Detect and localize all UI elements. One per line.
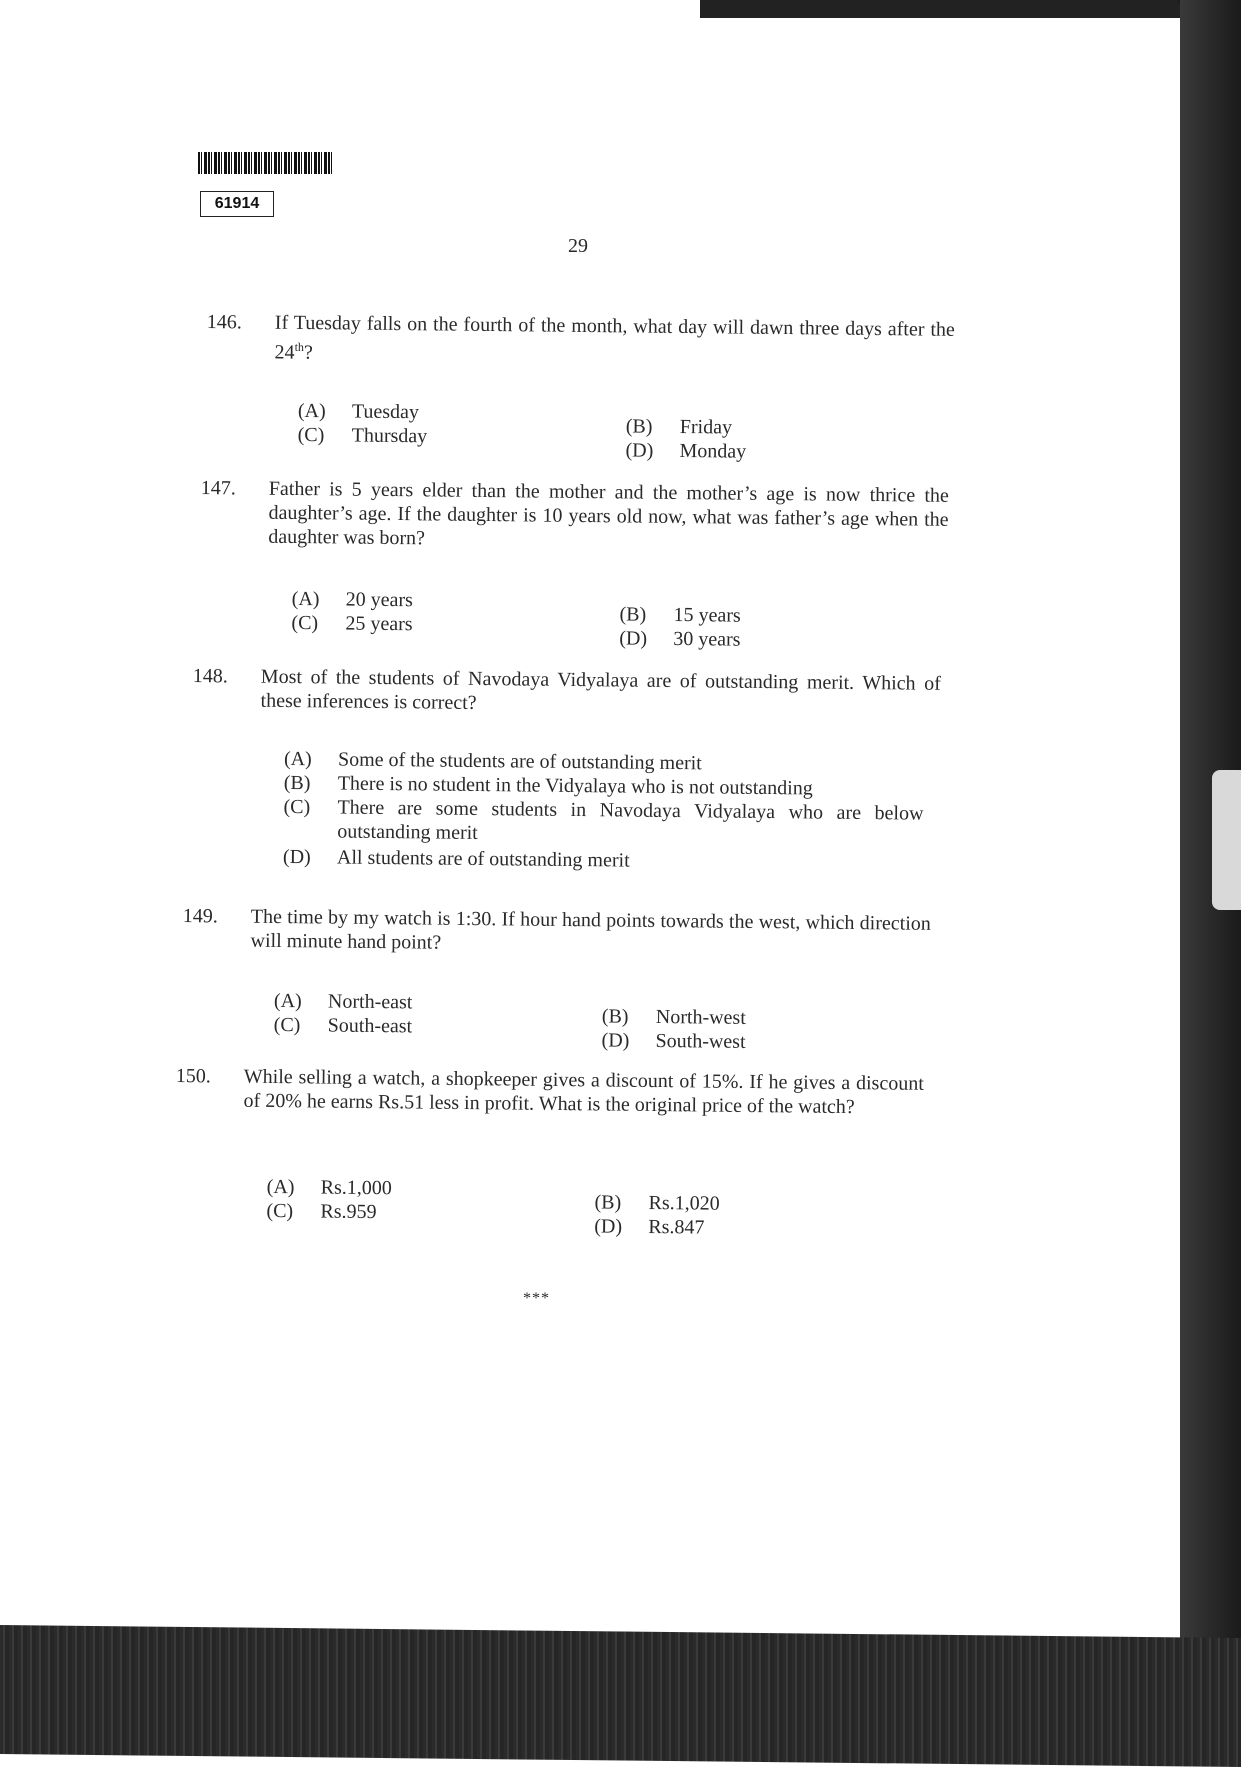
question-number: 148. xyxy=(192,664,228,688)
option-d[interactable]: (D) All students are of outstanding merit xyxy=(282,845,630,872)
question-number: 146. xyxy=(206,310,242,334)
option-d[interactable]: (D) Rs.847 xyxy=(594,1215,705,1239)
barcode xyxy=(198,152,332,174)
paper-code: 61914 xyxy=(200,191,274,217)
option-c[interactable]: (C) 25 years xyxy=(291,611,413,636)
end-of-paper-mark: *** xyxy=(523,1290,550,1307)
option-b[interactable]: (B) Friday xyxy=(625,415,733,439)
option-d[interactable]: (D) Monday xyxy=(625,439,747,463)
option-c[interactable]: (C) South-east xyxy=(273,1013,413,1038)
option-a[interactable]: (A) 20 years xyxy=(291,587,414,612)
question-number: 149. xyxy=(182,904,218,928)
question-number: 150. xyxy=(175,1065,211,1088)
option-b[interactable]: (B) North-west xyxy=(601,1005,746,1029)
option-a[interactable]: (A) North-east xyxy=(273,989,413,1014)
question-text: Most of the students of Navodaya Vidyalaya are of outstanding merit. Which of these inferences is correct? xyxy=(260,665,941,714)
question-text: Father is 5 years elder than the mother and the mother’s age is now thrice the daughter’s age. If the daughter is 10 years old now, what was father’s age when the daughter was born? xyxy=(268,477,949,550)
page-number: 29 xyxy=(568,235,588,257)
question-text: If Tuesday falls on the fourth of the month, what day will dawn three days after the 24th? xyxy=(274,311,955,364)
option-a[interactable]: (A) Tuesday xyxy=(297,399,420,424)
question-number: 147. xyxy=(200,476,236,500)
option-d[interactable]: (D) 30 years xyxy=(619,627,741,651)
question-text: While selling a watch, a shopkeeper gives a discount of 15%. If he gives a discount of 20% he earns Rs.51 less in profit. What is the original price of the watch? xyxy=(243,1065,924,1119)
option-c[interactable]: (C) There are some students in Navodaya Vidyalaya who are below outstanding merit xyxy=(283,795,924,844)
option-c[interactable]: (C) Rs.959 xyxy=(266,1199,377,1224)
option-b[interactable]: (B) Rs.1,020 xyxy=(594,1191,720,1215)
option-a[interactable]: (A) Some of the students are of outstanding merit xyxy=(283,747,702,775)
option-c[interactable]: (C) Thursday xyxy=(297,423,428,448)
option-d[interactable]: (D) South-west xyxy=(601,1029,746,1053)
question-text: The time by my watch is 1:30. If hour hand points towards the west, which direction will minute hand point? xyxy=(250,905,931,954)
option-b[interactable]: (B) 15 years xyxy=(619,603,741,627)
option-a[interactable]: (A) Rs.1,000 xyxy=(266,1175,392,1200)
option-b[interactable]: (B) There is no student in the Vidyalaya who is not outstanding xyxy=(283,771,813,800)
